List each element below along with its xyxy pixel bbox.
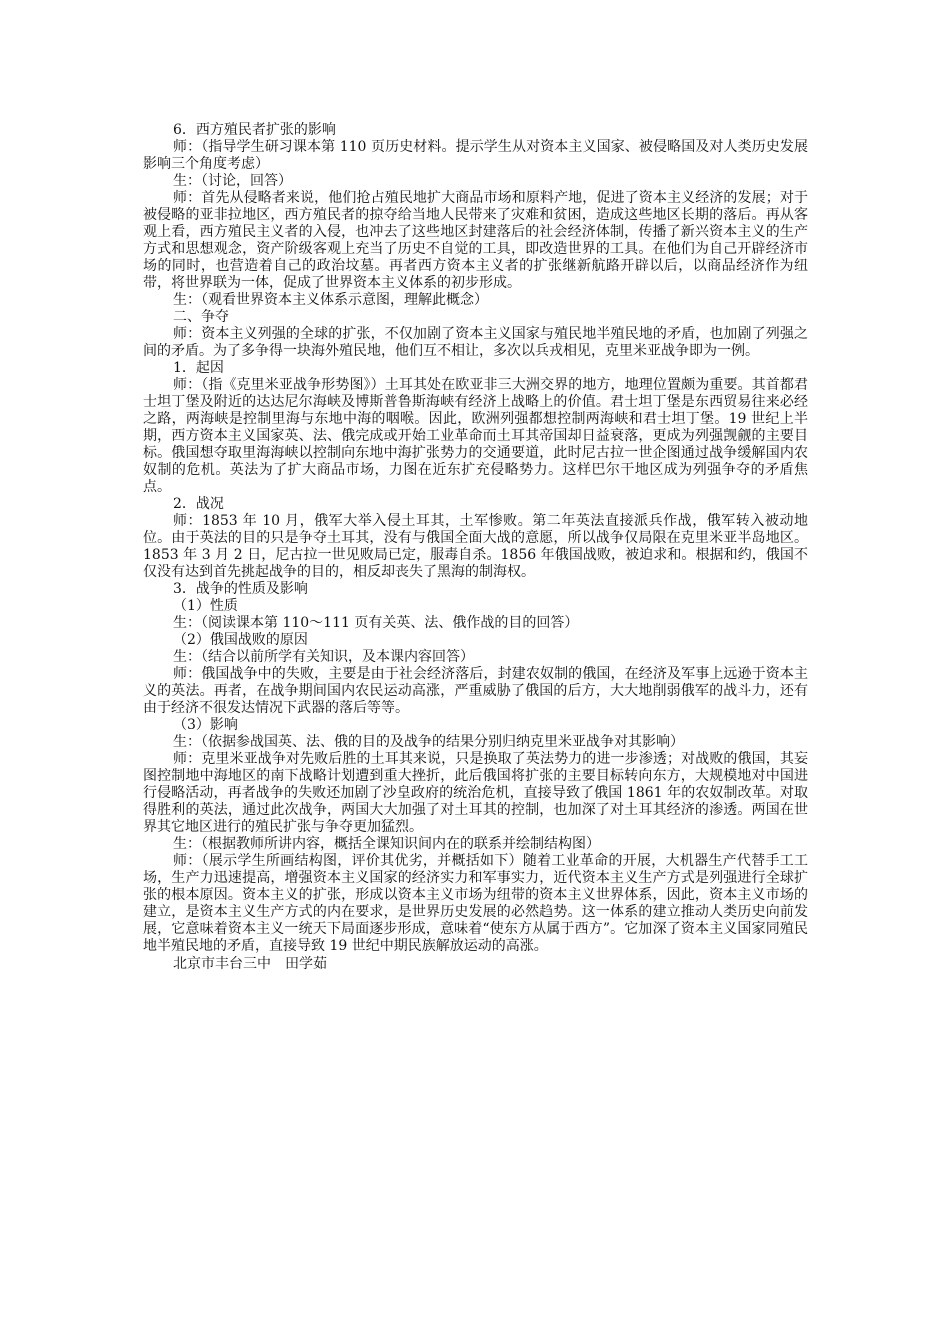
heading-cause: 1．起因 <box>173 360 224 376</box>
teacher-paragraph: 师：俄国战争中的失败，主要是由于社会经济落后，封建农奴制的俄国，在经济及军事上远逊于资本主义的英法。再者，在战争期间国内农民运动高涨，严重威胁了俄国的后方，大大地削弱俄军的战斗力，还有由于经济不很发达情况下武器的落后等等。 <box>143 666 808 716</box>
student-paragraph: 生：（根据教师所讲内容，概括全课知识间内在的联系并绘制结构图） <box>173 836 600 852</box>
teacher-paragraph: 师：克里米亚战争对先败后胜的土耳其来说，只是换取了英法势力的进一步渗透；对战败的俄国，其妄图控制地中海地区的南下战略计划遭到重大挫折，此后俄国将扩张的主要目标转向东方，大规模地对中国进行侵略活动，再者战争的失败还加剧了沙皇政府的统治危机，直接导致了俄国 1861 年的农奴制改革。对取得胜利的英法，通过此次战争，两国大大加强了对土耳其的控制，也加深了对土耳其经济的渗透。两国在世界其它地区进行的殖民扩张与争夺更加猛烈。 <box>143 751 808 835</box>
teacher-paragraph: 师：1853 年 10 月，俄军大举入侵土耳其，土军惨败。第二年英法直接派兵作战，俄军转入被动地位。由于英法的目的只是争夺土耳其，没有与俄国全面大战的意愿，所以战争仅局限在克里米亚半岛地区。1853 年 3 月 2 日，尼古拉一世见败局已定，服毒自杀。1856 年俄国战败，被迫求和。根据和约，俄国不仅没有达到首先挑起战争的目的，相反却丧失了黑海的制海权。 <box>143 513 808 580</box>
teacher-paragraph: 师：（指导学生研习课本第 110 页历史材料。提示学生从对资本主义国家、被侵略国及对人类历史发展影响三个角度考虑） <box>143 139 808 172</box>
teacher-paragraph: 师：（展示学生所画结构图，评价其优劣，并概括如下）随着工业革命的开展，大机器生产代替手工工场，生产力迅速提高，增强资本主义国家的经济实力和军事实力，近代资本主义生产方式是列强进行全球扩张的根本原因。资本主义的扩张，形成以资本主义市场为纽带的资本主义世界体系，因此，资本主义市场的建立，是资本主义生产方式的内在要求，是世界历史发展的必然趋势。这一体系的建立推动人类历史向前发展，它意味着资本主义一统天下局面逐步形成，意味着“使东方从属于西方”。它加深了资本主义国家同殖民地半殖民地的矛盾，直接导致 19 世纪中期民族解放运动的高涨。 <box>143 853 808 954</box>
student-paragraph: 生：（阅读课本第 110～111 页有关英、法、俄作战的目的回答） <box>173 615 579 631</box>
student-paragraph: 生：（观看世界资本主义体系示意图，理解此概念） <box>173 292 488 308</box>
document-body <box>143 122 808 973</box>
student-paragraph: 生：（依据参战国英、法、俄的目的及战争的结果分别归纳克里米亚战争对其影响） <box>173 734 684 750</box>
heading-war-situation: 2．战况 <box>173 496 224 512</box>
heading-nature-impact: 3．战争的性质及影响 <box>173 581 308 597</box>
subheading-nature: （1）性质 <box>173 598 238 614</box>
teacher-paragraph: 师：资本主义列强的全球的扩张，不仅加剧了资本主义国家与殖民地半殖民地的矛盾，也加剧了列强之间的矛盾。为了多争得一块海外殖民地，他们互不相让，多次以兵戎相见，克里米亚战争即为一例。 <box>143 326 808 359</box>
author-signature: 北京市丰台三中 田学茹 <box>173 956 327 972</box>
student-paragraph: 生：（结合以前所学有关知识，及本课内容回答） <box>173 649 474 665</box>
teacher-paragraph: 师：（指《克里米亚战争形势图》）土耳其处在欧亚非三大洲交界的地方，地理位置颇为重要。其首都君士坦丁堡及附近的达达尼尔海峡及博斯普鲁斯海峡有经济上战略上的价值。君士坦丁堡是东西贸易往来必经之路，两海峡是控制里海与东地中海的咽喉。因此，欧洲列强都想控制两海峡和君士坦丁堡。19 世纪上半期，西方资本主义国家英、法、俄完成或开始工业革命而土耳其帝国却日益衰落，更成为列强觊觎的主要目标。俄国想夺取里海海峡以控制向东地中海扩张势力的交通要道，此时尼古拉一世企图通过战争缓解国内农奴制的危机。英法为了扩大商品市场，力图在近东扩充侵略势力。这样巴尔干地区成为列强争夺的矛盾焦点。 <box>143 377 808 495</box>
student-paragraph: 生：（讨论，回答） <box>173 173 292 189</box>
heading-section-6: 6．西方殖民者扩张的影响 <box>173 122 336 138</box>
teacher-paragraph: 师：首先从侵略者来说，他们抢占殖民地扩大商品市场和原料产地，促进了资本主义经济的发展；对于被侵略的亚非拉地区，西方殖民者的掠夺给当地人民带来了灾难和贫困，造成这些地区长期的落后。再从客观上看，西方殖民主义者的入侵，也冲去了这些地区封建落后的社会经济体制，传播了新兴资本主义的生产方式和思想观念，资产阶级客观上充当了历史不自觉的工具，即改造世界的工具。在他们为自己开辟经济市场的同时，也营造着自己的政治坟墓。再者西方资本主义者的扩张继新航路开辟以后，以商品经济作为纽带，将世界联为一体，促成了世界资本主义体系的初步形成。 <box>143 190 808 291</box>
subheading-defeat-reasons: （2）俄国战败的原因 <box>173 632 308 648</box>
heading-part-2: 二、争夺 <box>173 309 229 325</box>
subheading-impact: （3）影响 <box>173 717 238 733</box>
